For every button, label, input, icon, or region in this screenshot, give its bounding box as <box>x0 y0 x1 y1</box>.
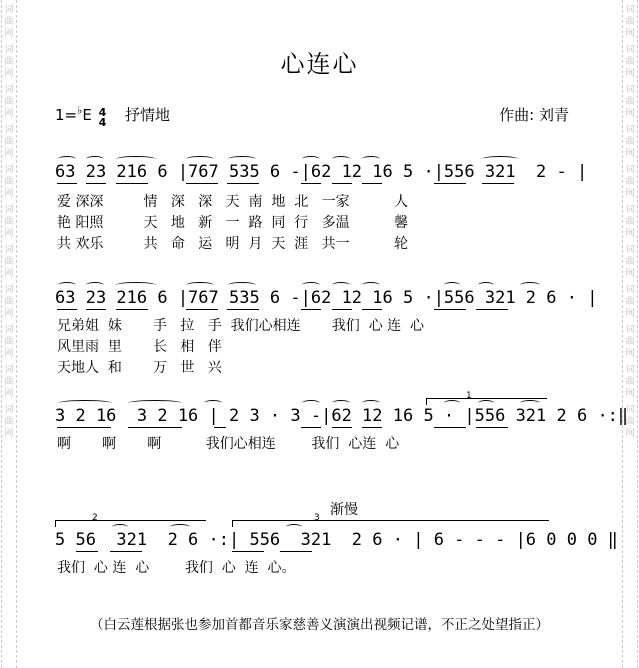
slur <box>332 282 350 288</box>
watermark-text: 词曲网 <box>4 165 14 199</box>
slur <box>286 524 302 530</box>
underline <box>128 427 182 428</box>
slur <box>228 282 256 288</box>
underline <box>362 183 382 184</box>
slur <box>444 400 460 406</box>
slur <box>478 282 494 288</box>
slur <box>362 400 380 406</box>
slur <box>58 400 112 406</box>
slur <box>204 400 222 406</box>
time-top: 4 <box>98 106 107 119</box>
row2-lyrics-verse3: 天地人 和 万 世 兴 <box>57 360 222 376</box>
slur <box>128 400 182 406</box>
row3-lyrics: 啊 啊 啊 我们心相连 我们 心连 心 <box>57 436 400 452</box>
row1-lyrics-verse3: 共 欢乐 共 命 运 明 月 天 涯 共一 轮 <box>57 236 409 252</box>
watermark-text: 词曲网 <box>625 245 635 279</box>
row2-lyrics-verse2: 风里雨 里 长 相 伴 <box>57 339 222 355</box>
underline <box>301 183 321 184</box>
volta-number: 1 <box>466 391 472 401</box>
slur <box>186 282 214 288</box>
watermark-text: 词曲网 <box>4 365 14 399</box>
slur <box>332 156 350 162</box>
underline <box>476 427 508 428</box>
slur <box>444 282 460 288</box>
slur <box>362 282 380 288</box>
row4-lyrics: 我们 心 连 心 我们 心 连 心。 <box>57 560 296 576</box>
tempo-marking: 渐慢 <box>330 502 358 518</box>
watermark-text: 词曲网 <box>4 85 14 119</box>
flat-sign: ♭ <box>77 104 83 117</box>
underline <box>232 551 264 552</box>
row2-notes: 63 23 216 6 |767 535 6 -|62 12 16 5 ·|556 321 2 6 · | <box>55 288 598 308</box>
watermark-text: 词曲网 <box>625 125 635 159</box>
underline <box>57 309 77 310</box>
underline <box>57 183 77 184</box>
underline <box>476 309 508 310</box>
watermark-text: 词曲网 <box>625 285 635 319</box>
underline <box>110 551 142 552</box>
watermark-text: 词曲网 <box>625 5 635 39</box>
row1-lyrics-verse2: 艳 阳照 天 地 新 一 路 同 行 多温 馨 <box>57 215 409 231</box>
slur <box>302 282 320 288</box>
row4-notes: 5 56 321 2 6 ·:| 556 321 2 6 · | 6 - - - |6 0 0 0 ‖ <box>55 530 618 550</box>
row2-lyrics-verse1: 兄弟姐 妹 手 拉 手 我们心相连 我们 心 连 心 <box>57 318 425 334</box>
watermark-text: 词曲网 <box>4 285 14 319</box>
slur <box>58 156 76 162</box>
underline <box>332 309 352 310</box>
watermark-text: 词曲网 <box>4 45 14 79</box>
slur <box>58 282 76 288</box>
key-signature <box>55 104 170 128</box>
underline <box>301 309 321 310</box>
underline <box>227 183 259 184</box>
underline <box>362 309 382 310</box>
slur <box>302 400 320 406</box>
underline <box>86 183 106 184</box>
slur <box>112 524 128 530</box>
underline <box>362 427 382 428</box>
song-title: 心连心 <box>280 50 359 78</box>
watermark-text: 词曲网 <box>625 85 635 119</box>
volta-bracket-3 <box>232 520 549 527</box>
mood-marking: 抒情地 <box>125 106 171 124</box>
volta-number: 2 <box>92 513 98 523</box>
slur <box>520 400 540 406</box>
underline <box>86 309 106 310</box>
slur <box>86 156 104 162</box>
watermark-strip-right <box>622 0 638 668</box>
watermark-text: 词曲网 <box>625 165 635 199</box>
watermark-text: 词曲网 <box>4 245 14 279</box>
slur <box>332 400 350 406</box>
slur <box>170 524 190 530</box>
row1-notes: 63 23 216 6 |767 535 6 -|62 12 16 5 ·|556 321 2 - | <box>55 162 588 182</box>
slur <box>186 156 214 162</box>
slur <box>362 156 380 162</box>
underline <box>57 427 111 428</box>
time-signature <box>99 108 107 128</box>
underline <box>301 427 321 428</box>
underline <box>186 183 218 184</box>
watermark-text: 词曲网 <box>4 325 14 359</box>
time-bottom: 4 <box>98 116 107 129</box>
watermark-strip-left <box>1 0 17 668</box>
slur <box>520 282 540 288</box>
underline <box>434 309 466 310</box>
watermark-text: 词曲网 <box>625 325 635 359</box>
composer-credit: 作曲: 刘青 <box>499 106 569 124</box>
underline <box>76 551 98 552</box>
watermark-text: 词曲网 <box>4 125 14 159</box>
volta-number: 3 <box>314 513 320 523</box>
slur <box>116 156 156 162</box>
slur <box>478 400 494 406</box>
underline <box>482 183 514 184</box>
underline <box>434 183 466 184</box>
underline <box>116 309 148 310</box>
watermark-text: 词曲网 <box>625 45 635 79</box>
watermark-text: 词曲网 <box>625 365 635 399</box>
watermark-text: 词曲网 <box>4 5 14 39</box>
underline <box>214 427 226 428</box>
underline <box>116 183 148 184</box>
slur <box>228 156 256 162</box>
underline <box>434 427 466 428</box>
underline <box>332 427 352 428</box>
slur <box>302 156 320 162</box>
footer-note: （白云莲根据张也参加首都音乐家慈善义演演出视频记谱，不正之处望指正） <box>90 617 549 633</box>
row3-notes: 3 2 16 3 2 16 | 2 3 · 3 -|62 12 16 5 · |556 321 2 6 ·:‖ <box>55 406 629 426</box>
underline <box>186 309 218 310</box>
row1-lyrics-verse1: 爱 深深 情 深 深 天 南 地 北 一家 人 <box>57 194 409 210</box>
slur <box>482 156 518 162</box>
watermark-text: 词曲网 <box>625 405 635 439</box>
underline <box>332 183 352 184</box>
underline <box>227 309 259 310</box>
slur <box>116 282 156 288</box>
watermark-text: 词曲网 <box>625 205 635 239</box>
watermark-text: 词曲网 <box>4 405 14 439</box>
slur <box>86 282 104 288</box>
key-note: E <box>82 106 92 124</box>
watermark-text: 词曲网 <box>4 205 14 239</box>
underline <box>280 551 312 552</box>
key-prefix: 1= <box>55 106 78 124</box>
